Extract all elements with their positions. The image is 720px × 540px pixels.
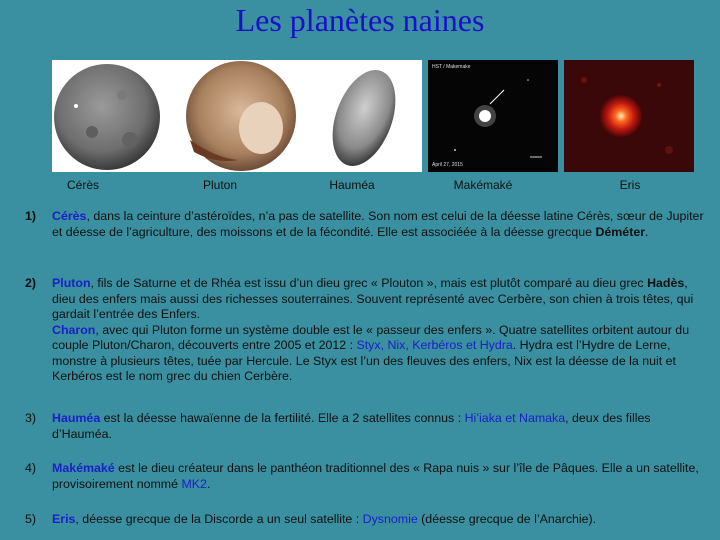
item-text-part: , déesse grecque de la Discorde a un seul satellite : xyxy=(75,512,363,526)
pluto-image xyxy=(176,60,306,172)
item-text-part: est la déesse hawaïenne de la fertilité. Elle a 2 satellites connus : xyxy=(100,411,465,425)
name-ceres: Cérès xyxy=(52,209,87,223)
name-pluton: Pluton xyxy=(52,276,91,290)
satellites-haumea: Hi’iaka et Namaka xyxy=(464,411,566,425)
item-number: 2) xyxy=(25,276,37,290)
makemake-image-date: April 27, 2015 xyxy=(432,162,463,168)
item-haumea xyxy=(25,411,705,442)
item-text-part: . Hydra est l’Hydre de Lerne, monstre à plusieurs têtes, tuée par Hercule. Le Styx est l’un des fleuves des enfers, Nix est la déesse de la nuit et Kerbéros est le nom grec du chien Cerbère. xyxy=(52,338,676,383)
makemake-image-label: HST / Makemake xyxy=(432,64,471,70)
eris-image xyxy=(564,60,694,172)
greek-name: Déméter xyxy=(595,224,646,239)
name-charon: Charon xyxy=(52,322,96,337)
caption-pluton: Pluton xyxy=(202,178,238,192)
satellite-makemake: MK2 xyxy=(181,476,207,491)
item-text-part: , dieu des enfers mais aussi des richesses souterraines. Souvent représenté avec Cerbère, son chien à trois têtes, qui gardait l’entrée des Enfers. xyxy=(52,276,694,321)
item-text-part: . xyxy=(206,476,211,491)
item-text-part: (déesse grecque de l’Anarchie). xyxy=(417,512,597,526)
name-makemake: Makémaké xyxy=(52,461,115,475)
item-number: 5) xyxy=(25,512,37,526)
satellite-eris: Dysnomie xyxy=(362,512,418,526)
item-eris xyxy=(25,512,705,528)
caption-ceres: Cérès xyxy=(66,178,99,192)
greek-name: Hadès xyxy=(647,276,685,290)
item-pluton xyxy=(25,276,705,385)
haumea-image xyxy=(300,60,422,172)
name-eris: Eris xyxy=(52,512,76,526)
item-text-part: , avec qui Pluton forme un système double est le « passeur des enfers ». Quatre satellites orbitent autour du couple Pluton/Charon, découverts entre 2005 et 2012 : xyxy=(52,322,690,352)
item-number: 4) xyxy=(25,461,37,475)
item-text-part: . xyxy=(645,224,649,239)
caption-makemake: Makémaké xyxy=(453,178,513,192)
item-text xyxy=(52,209,705,240)
name-haumea: Hauméa xyxy=(52,411,101,425)
item-text-part: , dans la ceinture d’astéroïdes, n’a pas de satellite. Son nom est celui de la déesse latine Cérès, sœur de Jupiter et déesse de l’agriculture, des moissons et de la fécondité. Elle est associéée à la déesse grecque xyxy=(52,209,704,239)
item-text xyxy=(52,461,705,492)
item-ceres xyxy=(25,209,705,240)
item-text xyxy=(52,512,705,528)
item-number: 3) xyxy=(25,411,37,425)
makemake-image xyxy=(428,60,558,172)
item-text xyxy=(52,411,705,442)
ceres-image xyxy=(52,60,182,172)
satellites-pluton: Styx, Nix, Kerbéros et Hydra xyxy=(356,338,513,352)
item-text xyxy=(52,276,705,385)
item-text-part: , fils de Saturne et de Rhéa est issu d’un dieu grec « Plouton », mais est plutôt comparé au dieu grec xyxy=(90,276,648,290)
caption-eris: Eris xyxy=(619,178,641,192)
item-makemake xyxy=(25,461,705,492)
page-title: Les planètes naines xyxy=(235,2,485,38)
item-number: 1) xyxy=(25,209,37,223)
caption-haumea: Hauméa xyxy=(329,178,375,192)
item-text-part: , deux des filles d’Hauméa. xyxy=(52,411,651,441)
item-text-part: est le dieu créateur dans le panthéon traditionnel des « Rapa nuis » sur l’île de Pâques. Elle a un satellite, provisoirement nommé xyxy=(52,461,699,491)
